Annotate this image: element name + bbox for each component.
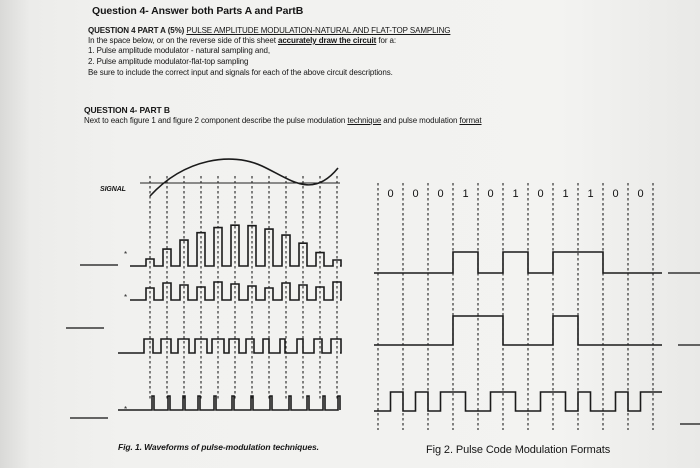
bit-label: 1 [462, 188, 469, 200]
pcm-nrz-l-waveform [374, 252, 662, 273]
bit-label: 0 [612, 188, 619, 200]
bit-label: 1 [587, 188, 594, 200]
figure-2-caption: Fig 2. Pulse Code Modulation Formats [426, 444, 611, 456]
part-b-technique: technique [347, 116, 382, 125]
bit-label: 1 [512, 188, 519, 200]
part-a-note: Be sure to include the correct input and signals for each of the above circuit descriptions. [88, 68, 393, 77]
instruction-suffix: for a: [378, 36, 396, 45]
page-title: Question 4- Answer both Parts A and PartB [92, 5, 304, 17]
bit-label: 0 [637, 188, 644, 200]
part-a-heading-prefix: QUESTION 4 PART A (5%) [88, 26, 185, 35]
part-a-item-2: 2. Pulse amplitude modulator-flat-top sampling [88, 57, 249, 66]
pcm-biphase-waveform [374, 392, 662, 411]
part-b-format: format [459, 116, 482, 125]
figure-1-arrow-mark-2: * [124, 293, 128, 302]
part-b-text-prefix: Next to each figure 1 and figure 2 component describe the pulse modulation [84, 116, 346, 125]
figure-1-arrow-mark-1: * [124, 250, 128, 259]
figure-2-bit-sequence [387, 188, 643, 200]
bit-label: 0 [487, 188, 494, 200]
instruction-prefix: In the space below, or on the reverse side of this sheet [88, 36, 276, 45]
instruction-emphasis: accurately draw the circuit [277, 36, 377, 45]
pcm-nrz-m-waveform [374, 316, 662, 345]
bit-label: 0 [412, 188, 419, 200]
bit-label: 1 [562, 188, 569, 200]
figure-1-arrow-mark-3: * [124, 405, 128, 414]
figure-1-caption: Fig. 1. Waveforms of pulse-modulation techniques. [118, 442, 319, 452]
signal-label: SIGNAL [100, 186, 126, 193]
bit-label: 0 [387, 188, 394, 200]
part-a-item-1: 1. Pulse amplitude modulator - natural sampling and, [88, 46, 271, 55]
bit-label: 0 [537, 188, 544, 200]
part-b-heading: QUESTION 4- PART B [84, 105, 170, 115]
part-b-text-middle: and pulse modulation [383, 116, 458, 125]
part-a-heading-topic: PULSE AMPLITUDE MODULATION-NATURAL AND FLAT-TOP SAMPLING [186, 26, 451, 35]
bit-label: 0 [437, 188, 444, 200]
